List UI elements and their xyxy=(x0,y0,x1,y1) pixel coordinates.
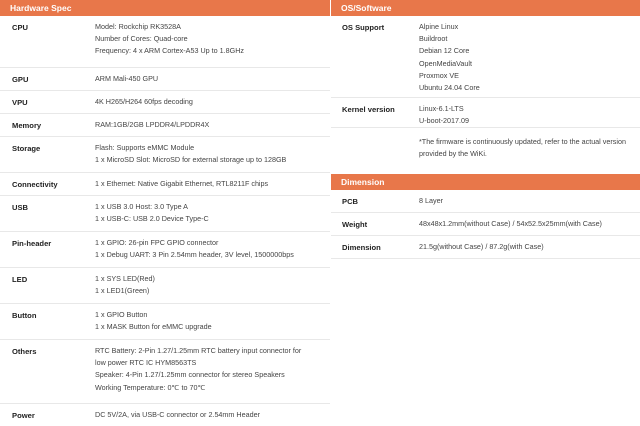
row-value: DC 5V/2A, via USB-C connector or 2.54mm Header xyxy=(95,410,260,419)
row-value: Model: Rockchip RK3528A xyxy=(95,22,181,31)
row-values xyxy=(95,142,286,166)
row-values xyxy=(95,345,301,394)
table-row xyxy=(0,16,330,68)
row-label: OS Support xyxy=(342,23,385,32)
hardware-spec-table xyxy=(0,16,330,426)
row-label: Dimension xyxy=(342,243,381,252)
table-row xyxy=(0,173,330,196)
table-row xyxy=(0,304,330,340)
row-label: GPU xyxy=(12,75,29,84)
row-value: U-boot-2017.09 xyxy=(419,116,469,126)
os-dimension-panel xyxy=(331,0,640,259)
row-values xyxy=(95,309,212,333)
row-values xyxy=(95,178,268,190)
row-values xyxy=(419,218,602,230)
table-row xyxy=(331,236,640,259)
row-value: Ubuntu 24.04 Core xyxy=(419,82,480,92)
table-row xyxy=(0,340,330,404)
row-value: 8 Layer xyxy=(419,196,443,205)
row-value: 1 x Debug UART: 3 Pin 2.54mm header, 3V level, 1500000bps xyxy=(95,250,294,260)
row-label: Button xyxy=(12,311,37,320)
row-label: USB xyxy=(12,203,29,212)
row-value: RAM:1GB/2GB LPDDR4/LPDDR4X xyxy=(95,120,210,129)
row-value: 1 x LED1(Green) xyxy=(95,286,150,296)
row-value: OpenMediaVault xyxy=(419,58,473,68)
row-label: Power xyxy=(12,411,35,420)
row-value: 1 x SYS LED(Red) xyxy=(95,274,155,283)
row-label: Others xyxy=(12,347,37,356)
table-row xyxy=(0,68,330,91)
row-value: ARM Mali-450 GPU xyxy=(95,74,159,83)
row-value: 1 x USB 3.0 Host: 3.0 Type A xyxy=(95,202,188,211)
row-label: Connectivity xyxy=(12,180,58,189)
row-values xyxy=(95,21,244,58)
firmware-note-row xyxy=(331,128,640,168)
row-value: Linux-6.1-LTS xyxy=(419,104,464,113)
row-values xyxy=(95,73,158,85)
table-row xyxy=(0,404,330,426)
row-values xyxy=(95,273,155,297)
row-label: Memory xyxy=(12,121,42,130)
table-row xyxy=(331,190,640,213)
row-value: Flash: Supports eMMC Module xyxy=(95,143,195,152)
row-values xyxy=(419,103,469,127)
dimension-table xyxy=(331,190,640,259)
row-value: Debian 12 Core xyxy=(419,46,470,56)
table-row xyxy=(0,196,330,232)
row-value: Buildroot xyxy=(419,34,448,44)
table-row xyxy=(0,268,330,304)
row-value: 1 x USB-C: USB 2.0 Device Type-C xyxy=(95,214,209,224)
row-values xyxy=(95,409,260,421)
row-label: Weight xyxy=(342,220,368,229)
row-label: Storage xyxy=(12,144,41,153)
os-software-table xyxy=(331,16,640,168)
row-value: 4K H265/H264 60fps decoding xyxy=(95,97,193,106)
row-value: 21.5g(without Case) / 87.2g(with Case) xyxy=(419,242,544,251)
row-label: CPU xyxy=(12,23,29,32)
row-values xyxy=(95,201,209,225)
table-row xyxy=(0,137,330,173)
table-row xyxy=(0,91,330,114)
row-value: Proxmox VE xyxy=(419,70,459,80)
row-value: Working Temperature: 0℃ to 70℃ xyxy=(95,382,206,392)
table-row xyxy=(331,213,640,236)
row-value: low power RTC IC HYM8563TS xyxy=(95,358,197,368)
row-values xyxy=(419,21,480,94)
row-value: Speaker: 4-Pin 1.27/1.25mm connector for stereo Speakers xyxy=(95,370,285,380)
row-values xyxy=(419,195,443,207)
row-label: PCB xyxy=(342,197,359,206)
row-value: 1 x GPIO Button xyxy=(95,310,148,319)
row-values xyxy=(95,237,294,261)
table-row xyxy=(331,98,640,128)
row-values xyxy=(419,241,544,253)
row-value: Alpine Linux xyxy=(419,22,459,31)
row-label: LED xyxy=(12,275,28,284)
row-values xyxy=(95,119,209,131)
row-value: RTC Battery: 2-Pin 1.27/1.25mm RTC battery input connector for xyxy=(95,346,302,355)
row-value: Frequency: 4 x ARM Cortex-A53 Up to 1.8GHz xyxy=(95,46,244,56)
row-label: Kernel version xyxy=(342,105,395,114)
hardware-spec-header: Hardware Spec xyxy=(0,0,330,16)
os-software-header: OS/Software xyxy=(331,0,640,16)
table-row xyxy=(331,16,640,98)
row-value: 48x48x1.2mm(without Case) / 54x52.5x25mm(with Case) xyxy=(419,219,602,228)
table-row xyxy=(0,114,330,137)
row-label: Pin-header xyxy=(12,239,52,248)
firmware-note: *The firmware is continuously updated, refer to the actual version provided by the WiKi. xyxy=(419,137,626,159)
dimension-header: Dimension xyxy=(331,174,640,190)
row-value: 1 x MASK Button for eMMC upgrade xyxy=(95,322,212,332)
row-value: 1 x Ethernet: Native Gigabit Ethernet, RTL8211F chips xyxy=(95,179,269,188)
row-value: 1 x MicroSD Slot: MicroSD for external storage up to 128GB xyxy=(95,155,287,165)
row-values xyxy=(95,96,193,108)
table-row xyxy=(0,232,330,268)
row-label: VPU xyxy=(12,98,28,107)
row-value: Number of Cores: Quad-core xyxy=(95,34,188,44)
row-value: 1 x GPIO: 26-pin FPC GPIO connector xyxy=(95,238,219,247)
